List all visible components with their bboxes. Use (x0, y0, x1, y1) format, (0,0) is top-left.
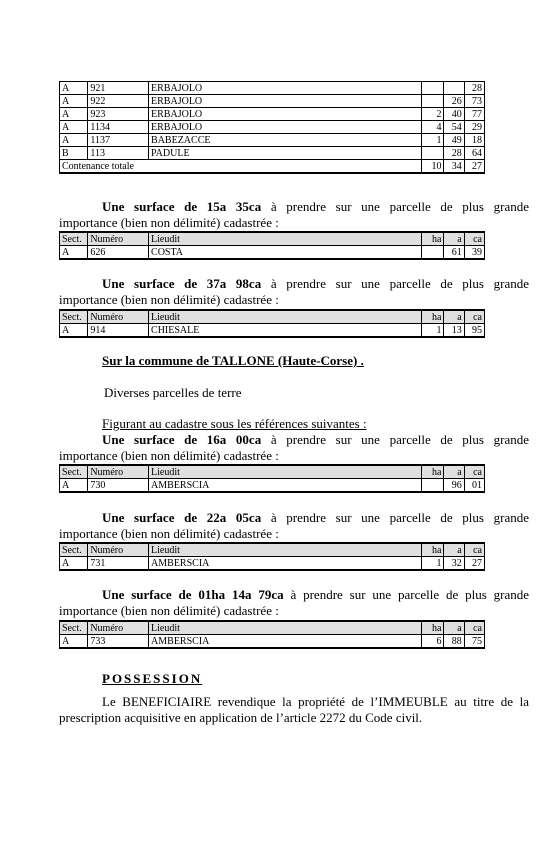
cadastre-table (59, 542, 485, 571)
table-header: Sect. Numéro Lieudit ha a ca (60, 621, 485, 635)
cadastre-table (59, 464, 485, 493)
table-row: B 113 PADULE 28 64 (60, 147, 485, 160)
possession-paragraph: Le BENEFICIAIRE revendique la propriété de l’IMMEUBLE au titre de la prescription acquisitive en application de l’article 2272 du Code civil. (59, 694, 529, 725)
cadastre-table-erbajolo (59, 81, 485, 174)
table-header: Sect. Numéro Lieudit ha a ca (60, 232, 485, 246)
possession-heading: POSSESSION (102, 671, 203, 686)
cadastre-table (59, 620, 485, 649)
surface-paragraph: Une surface de 16a 00ca à prendre sur une parcelle de plus grande importance (bien non délimité) cadastrée : (59, 432, 529, 463)
total-label: Contenance totale (60, 160, 422, 174)
total-row: Contenance totale 10 34 27 (60, 160, 485, 174)
cadastre-table (59, 231, 485, 260)
table-row: A 733 AMBERSCIA 6 88 75 (60, 635, 485, 649)
table-row: A 923 ERBAJOLO 2 40 77 (60, 108, 485, 121)
table-row: A 731 AMBERSCIA 1 32 27 (60, 557, 485, 571)
surface-paragraph: Une surface de 15a 35ca à prendre sur une parcelle de plus grande importance (bien non délimité) cadastrée : (59, 199, 529, 230)
table-row: A 1137 BABEZACCE 1 49 18 (60, 134, 485, 147)
diverses-parcelles-text: Diverses parcelles de terre (104, 385, 242, 400)
surface-paragraph: Une surface de 37a 98ca à prendre sur une parcelle de plus grande importance (bien non délimité) cadastrée : (59, 276, 529, 307)
table-row: A 1134 ERBAJOLO 4 54 29 (60, 121, 485, 134)
table-header: Sect. Numéro Lieudit ha a ca (60, 465, 485, 479)
table-row: A 730 AMBERSCIA 96 01 (60, 479, 485, 493)
table-row: A 914 CHIESALE 1 13 95 (60, 324, 485, 338)
table-row: A 922 ERBAJOLO 26 73 (60, 95, 485, 108)
cadastre-table (59, 309, 485, 338)
table-header: Sect. Numéro Lieudit ha a ca (60, 543, 485, 557)
figurant-text: Figurant au cadastre sous les références suivantes : (102, 416, 367, 431)
table-header: Sect. Numéro Lieudit ha a ca (60, 310, 485, 324)
surface-paragraph: Une surface de 01ha 14a 79ca à prendre sur une parcelle de plus grande importance (bien non délimité) cadastrée : (59, 587, 530, 618)
surface-paragraph: Une surface de 22a 05ca à prendre sur une parcelle de plus grande importance (bien non délimité) cadastrée : (59, 510, 529, 541)
commune-heading: Sur la commune de TALLONE (Haute-Corse) . (102, 353, 364, 368)
table-row: A 626 COSTA 61 39 (60, 246, 485, 260)
table-row: A 921 ERBAJOLO 28 (60, 82, 485, 95)
